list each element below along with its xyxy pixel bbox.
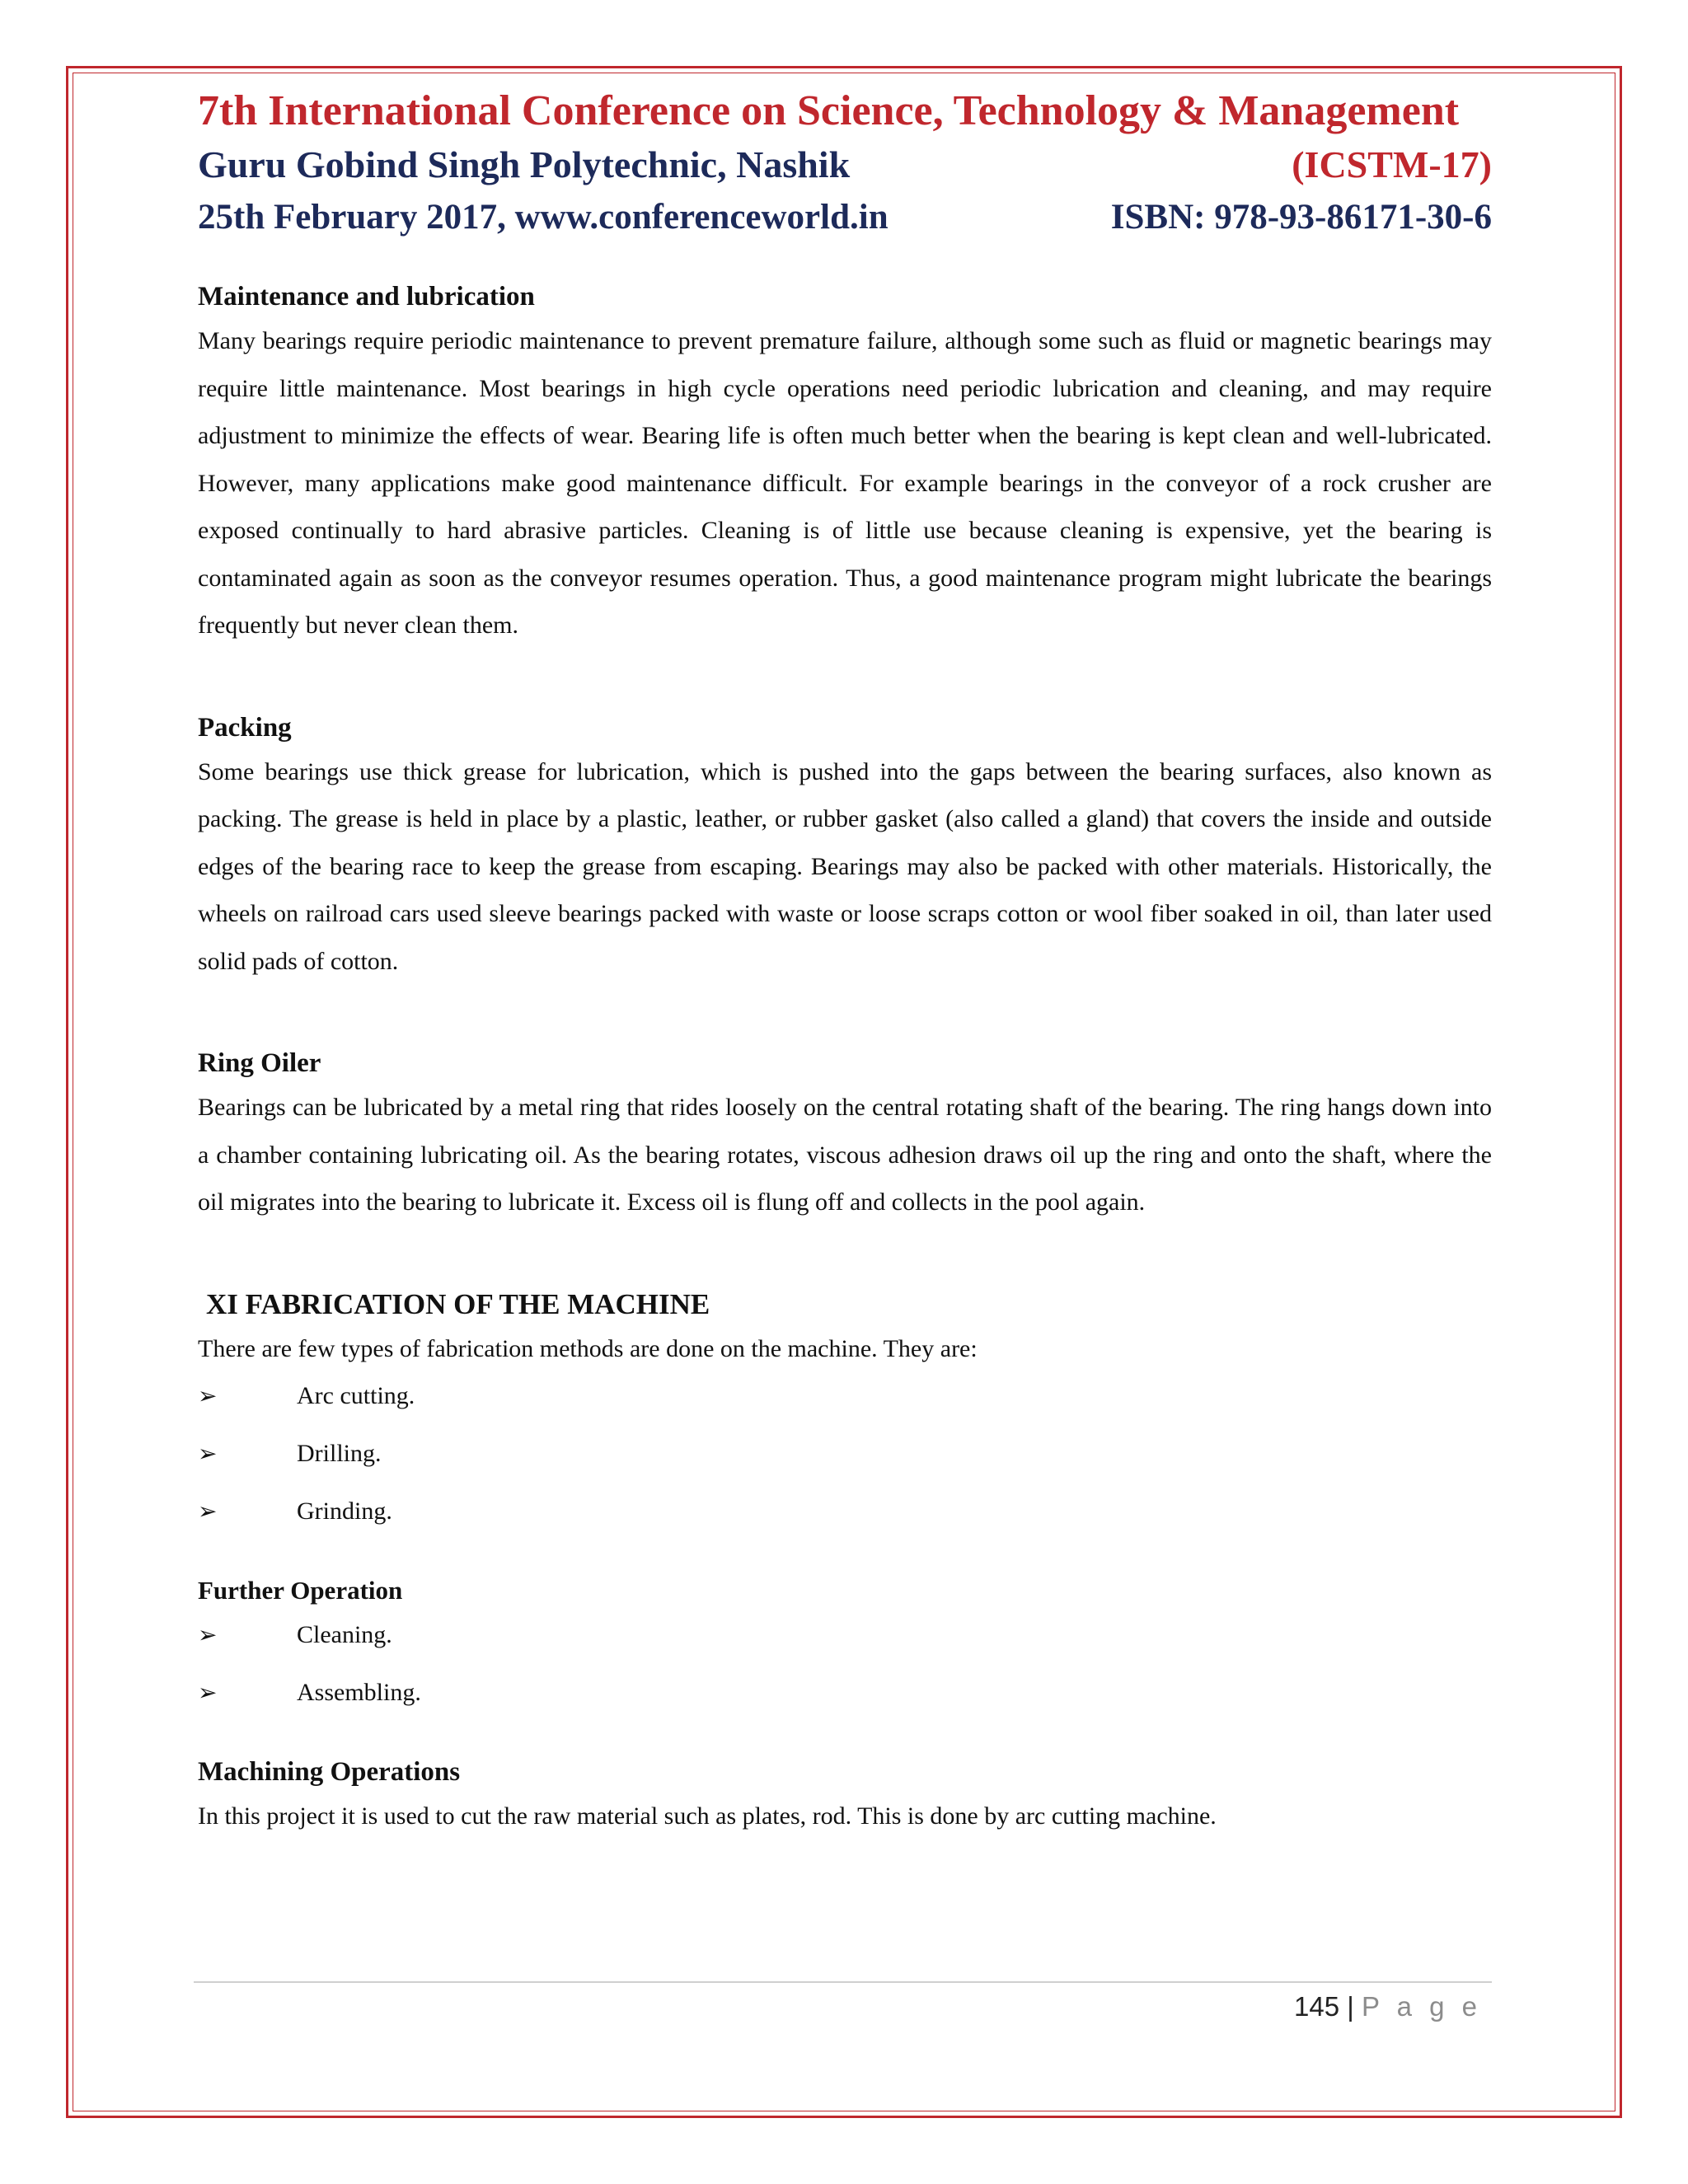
section-heading-fabrication: XI FABRICATION OF THE MACHINE — [206, 1287, 710, 1320]
list-item-text: Drilling. — [297, 1440, 382, 1467]
list-item — [198, 1611, 1492, 1669]
list-item-text: Cleaning. — [297, 1621, 392, 1648]
conference-title: 7th International Conference on Science, Technology & Management — [198, 87, 1460, 134]
paragraph-maintenance: Many bearings require periodic maintenance to prevent premature failure, although some such as fluid or magnetic bearings may require little maintenance. Most bearings in high cycle operations need periodic lubrication and cleaning, and may require adjustment to minimize the effects of wear. Bearing life is often much better when the bearing is kept clean and well-lubricated. However, many applications make good maintenance difficult. For example bearings in the conveyor of a rock crusher are exposed continually to hard abrasive particles. Cleaning is of little use because cleaning is expensive, yet the bearing is contaminated again as soon as the conveyor resumes operation. Thus, a good maintenance program might lubricate the bearings frequently but never clean them. — [198, 327, 1492, 639]
section-heading-ring-oiler: Ring Oiler — [198, 1048, 321, 1078]
section-heading-maintenance: Maintenance and lubrication — [198, 282, 535, 312]
header-line-3 — [198, 197, 1492, 237]
conference-code: (ICSTM-17) — [1292, 143, 1492, 185]
arrow-bullet-icon: ➢ — [198, 1621, 218, 1648]
arrow-bullet-icon: ➢ — [198, 1679, 218, 1706]
arrow-bullet-icon: ➢ — [198, 1382, 218, 1409]
paragraph-ring-oiler: Bearings can be lubricated by a metal ring that rides loosely on the central rotating shaft of the bearing. The ring hangs down into a chamber containing lubricating oil. As the bearing rotates, viscous adhesion draws oil up the ring and onto the shaft, where the oil migrates into the bearing to lubricate it. Excess oil is flung off and collects in the pool again. — [198, 1094, 1492, 1216]
page-number: 145 — [1294, 1991, 1340, 2022]
section-heading-machining: Machining Operations — [198, 1757, 461, 1787]
header-line-1 — [198, 87, 1492, 135]
page-content — [198, 276, 1492, 1840]
page-footer — [1294, 1991, 1482, 2022]
paragraph-machining: In this project it is used to cut the raw material such as plates, rod. This is done by arc cutting machine. — [198, 1802, 1217, 1830]
list-item — [198, 1669, 1492, 1727]
section-heading-packing: Packing — [198, 712, 292, 743]
list-item-text: Arc cutting. — [297, 1382, 415, 1409]
footer-divider — [194, 1981, 1492, 1983]
page-separator: | — [1347, 1991, 1354, 2022]
list-item — [198, 1372, 1492, 1430]
institution-name: Guru Gobind Singh Polytechnic, Nashik — [198, 143, 851, 185]
list-item-text: Assembling. — [297, 1679, 421, 1706]
list-item-text: Grinding. — [297, 1497, 392, 1525]
conference-header — [198, 87, 1492, 243]
header-line-2 — [198, 143, 1492, 186]
isbn: ISBN: 978-93-86171-30-6 — [1110, 198, 1492, 237]
section-heading-further-operation: Further Operation — [198, 1576, 403, 1605]
arrow-bullet-icon: ➢ — [198, 1497, 218, 1525]
list-item — [198, 1430, 1492, 1488]
paragraph-fabrication-intro: There are few types of fabrication methods are done on the machine. They are: — [198, 1334, 978, 1362]
paragraph-packing: Some bearings use thick grease for lubrication, which is pushed into the gaps between the bearing surfaces, also known as packing. The grease is held in place by a plastic, leather, or rubber gasket (also called a gland) that covers the inside and outside edges of the bearing race to keep the grease from escaping. Bearings may also be packed with other materials. Historically, the wheels on railroad cars used sleeve bearings packed with waste or loose scraps cotton or wool fiber soaked in oil, than later used solid pads of cotton. — [198, 757, 1492, 975]
arrow-bullet-icon: ➢ — [198, 1440, 218, 1467]
conference-date-site: 25th February 2017, www.conferenceworld.in — [198, 198, 889, 237]
list-item — [198, 1488, 1492, 1545]
page-label: P a g e — [1362, 1991, 1482, 2022]
